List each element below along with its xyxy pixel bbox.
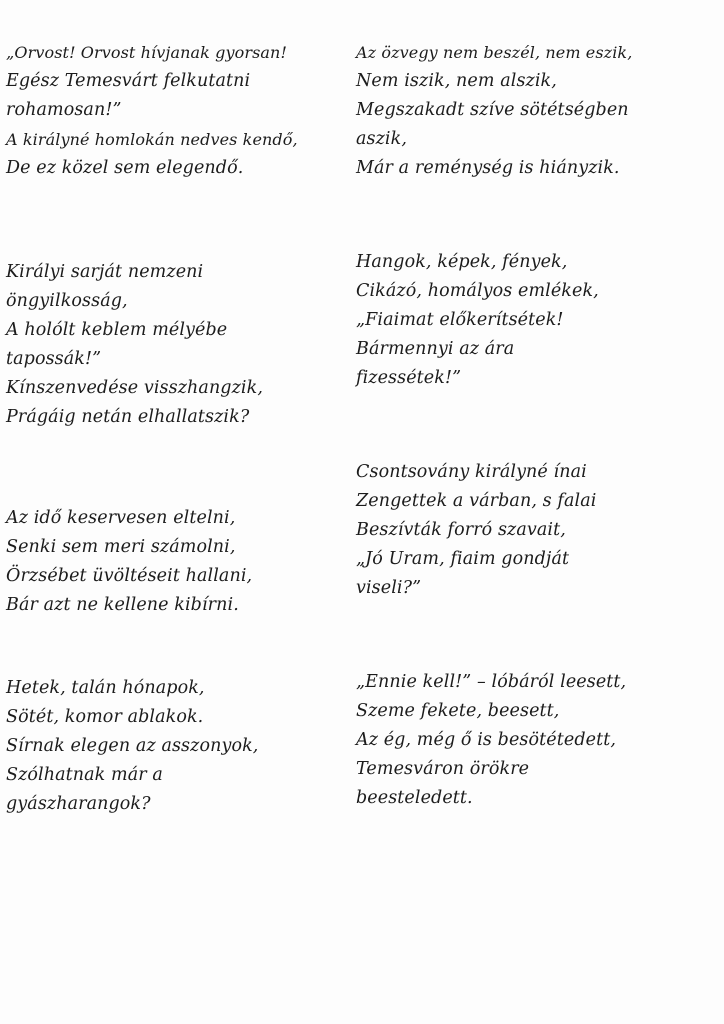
poem-line: A királyné homlokán nedves kendő, bbox=[6, 130, 298, 149]
poem-line: Egész Temesvárt felkutatni bbox=[6, 71, 251, 91]
poem-line: Örzsébet üvöltéseit hallani, bbox=[6, 566, 253, 586]
poem-line: Hetek, talán hónapok, bbox=[6, 678, 205, 698]
poem-line: Sírnak elegen az asszonyok, bbox=[6, 736, 259, 756]
poem-line: tapossák!” bbox=[6, 349, 102, 369]
poem-line: Zengettek a várban, s falai bbox=[356, 491, 597, 511]
poem-line: rohamosan!” bbox=[6, 100, 122, 120]
poem-line: Bármennyi az ára bbox=[356, 339, 515, 359]
poem-line: „Ennie kell!” – lóbáról leesett, bbox=[356, 672, 627, 692]
poem-line: Királyi sarját nemzeni bbox=[6, 262, 204, 282]
stanza-3 bbox=[6, 504, 362, 620]
poem-line: Az idő keservesen eltelni, bbox=[6, 508, 236, 528]
stanza-8 bbox=[356, 668, 718, 813]
stanza-1 bbox=[6, 38, 362, 183]
poem-line: Prágáig netán elhallatszik? bbox=[6, 407, 250, 427]
poem-line: Bár azt ne kellene kibírni. bbox=[6, 595, 239, 615]
poem-line: Szeme fekete, beesett, bbox=[356, 701, 560, 721]
poem-line: Kínszenvedése visszhangzik, bbox=[6, 378, 263, 398]
poem-line: „Jó Uram, fiaim gondját bbox=[356, 549, 570, 569]
poem-line: Hangok, képek, fények, bbox=[356, 252, 568, 272]
poem-line: „Orvost! Orvost hívjanak gyorsan! bbox=[6, 43, 287, 62]
poem-line: Nem iszik, nem alszik, bbox=[356, 71, 557, 91]
poem-line: gyászharangok? bbox=[6, 794, 151, 814]
poem-line: Cikázó, homályos emlékek, bbox=[356, 281, 599, 301]
poem-line: Senki sem meri számolni, bbox=[6, 537, 236, 557]
poem-line: Szólhatnak már a bbox=[6, 765, 163, 785]
poem-line: Csontsovány királyné ínai bbox=[356, 462, 587, 482]
poem-line: Az ég, még ő is besötétedett, bbox=[356, 730, 616, 750]
poem-line: fizessétek!” bbox=[356, 368, 462, 388]
stanza-2 bbox=[6, 258, 362, 432]
poem-line: Sötét, komor ablakok. bbox=[6, 707, 204, 727]
poem-line: Már a reménység is hiányzik. bbox=[356, 158, 620, 178]
poem-line: aszik, bbox=[356, 129, 407, 149]
poem-line: Az özvegy nem beszél, nem eszik, bbox=[356, 43, 633, 62]
poem-line: viseli?” bbox=[356, 578, 422, 598]
poem-line: Beszívták forró szavait, bbox=[356, 520, 566, 540]
stanza-6 bbox=[356, 248, 718, 393]
stanza-5 bbox=[356, 38, 718, 183]
poem-line: De ez közel sem elegendő. bbox=[6, 158, 244, 178]
poem-line: Megszakadt szíve sötétségben bbox=[356, 100, 629, 120]
stanza-7 bbox=[356, 458, 718, 603]
poem-line: A holólt keblem mélyébe bbox=[6, 320, 228, 340]
poem-line: Temesváron örökre bbox=[356, 759, 530, 779]
poem-line: beesteledett. bbox=[356, 788, 473, 808]
poem-line: „Fiaimat előkerítsétek! bbox=[356, 310, 564, 330]
stanza-4 bbox=[6, 674, 362, 819]
poem-line: öngyilkosság, bbox=[6, 291, 128, 311]
